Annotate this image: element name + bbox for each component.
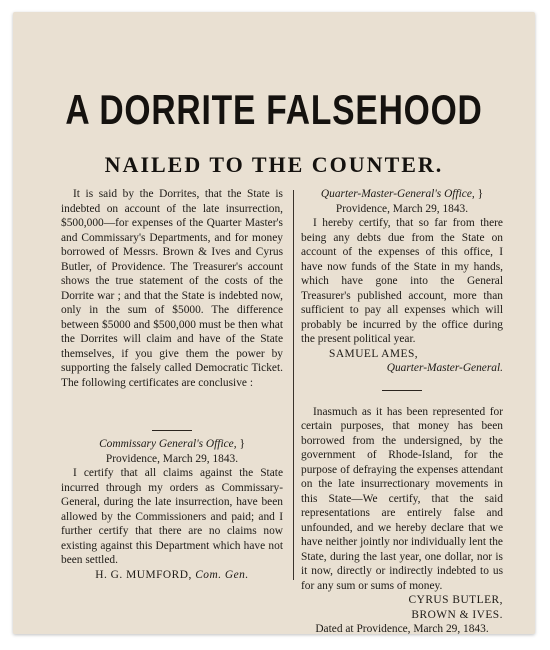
headline: A DORRITE FALSEHOOD [65,86,483,133]
signer-brown-ives: BROWN & IVES. [411,608,503,621]
quartermaster-certificate: I hereby certify, that so far from there being any debts due from the State on account of the expenses of this office, I have now funds of the State in my hands, which have gone into the General Treasurer's published account, more than sufficient to pay all expenses which will probably be incurred by the office during the present political year. [301,217,503,345]
subheadline: NAILED TO THE COUNTER. [104,152,444,177]
bankers-statement: Inasmuch as it has been represented for certain purposes, that money has been borrowed from the undersigned, by the government of Rhode-Island, for the purpose of defraying the expenses attendant on the late insurrectionary movements in this State—We certify, that the said representations are entirely false and unfounded, and we hereby declare that we have neither jointly nor individually lent the State, during the last year, one dollar, nor is it now, directly or indirectly indebted to us for any sum or sums of money. [301,405,503,592]
quartermaster-dateline: Providence, March 29, 1843. [335,202,469,215]
bankers-dateline: Dated at Providence, March 29, 1843. [315,623,489,635]
signer-cyrus-butler: CYRUS BUTLER, [408,594,503,606]
quartermaster-signature-name: SAMUEL AMES, [329,347,419,360]
left-column [61,187,283,582]
quartermaster-office-heading: Quarter-Master-General's Office, } [320,188,484,200]
commissary-dateline: Providence, March 29, 1843. [105,452,239,465]
commissary-office-heading: Commissary General's Office, } [99,438,245,450]
quartermaster-signature-title: Quarter-Master-General. [386,362,503,374]
left-intro-paragraph: It is said by the Dorrites, that the State is indebted on account of the late insurrection, $500,000—for expenses of the Quarter Master's and Commissary's Departments, and for money borrowed of Messrs. Brown & Ives and Cyrus Butler, of Providence. The Treasurer's account shows the true statement of the costs of the Dorrite war ; and that the State is indebted now, only in the sum of $5000. The difference between $5000 and $500,000 must be then what the Dorrites will claim and have of the State themselves, if you give them the power by supporting the falsely called Democratic Ticket. The following certificates are conclusive : [61,188,283,389]
broadside-page [13,12,535,634]
column-divider [293,190,294,580]
right-column [301,187,503,637]
commissary-certificate: I certify that all claims against the State incurred through my orders as Commissary-General, during the late insurrection, have been allowed by the Commissioners and paid; and I further certify that there are no claims now existing against this Department which have not been settled. [61,467,283,566]
commissary-signature: H. G. MUMFORD, Com. Gen. [95,568,249,581]
